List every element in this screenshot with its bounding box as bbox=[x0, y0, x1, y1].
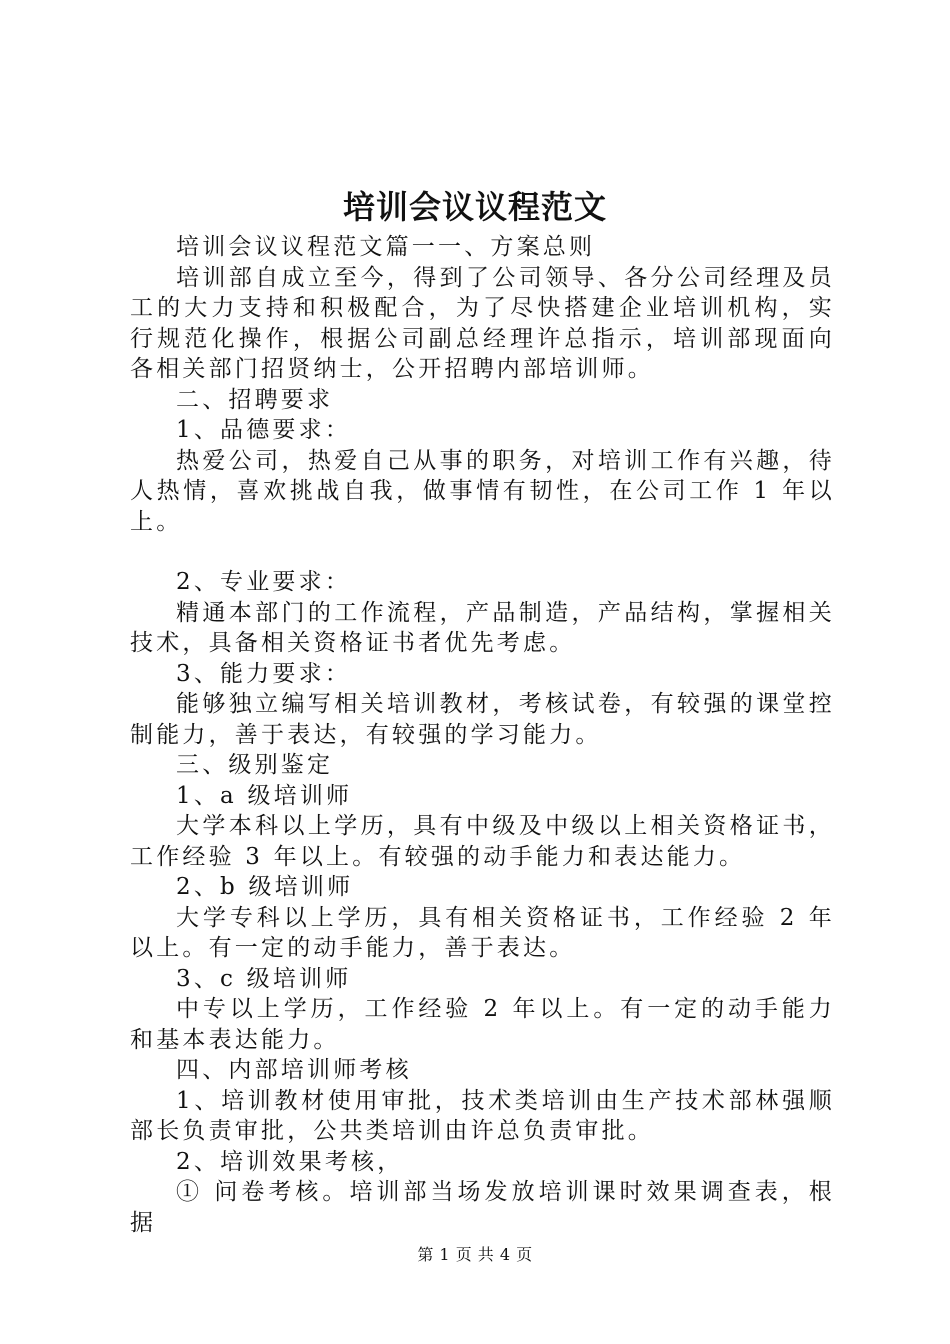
paragraph-level-a-text: 大学本科以上学历，具有中级及中级以上相关资格证书，工作经验 3 年以上。有较强的动手能力和表达能力。 bbox=[130, 813, 835, 870]
page-number-footer: 第 1 页 共 4 页 bbox=[417, 1245, 533, 1264]
paragraph-heading-assessment: 四、内部培训师考核 bbox=[176, 1057, 412, 1083]
document-title: 培训会议议程范文 bbox=[342, 188, 607, 226]
paragraph-ability-heading: 3、能力要求： bbox=[176, 660, 352, 687]
paragraph-ability-text: 能够独立编写相关培训教材，考核试卷，有较强的课堂控制能力，善于表达，有较强的学习能力。 bbox=[130, 691, 835, 748]
paragraph-skill-heading: 2、专业要求： bbox=[176, 569, 352, 595]
paragraph-level-a-heading: 1、a 级培训师 bbox=[176, 782, 353, 809]
paragraph-ethics-text: 热爱公司，热爱自己从事的职务，对培训工作有兴趣，待人热情，喜欢挑战自我，做事情有韧性，在公司工作 1 年以上。 bbox=[130, 447, 835, 535]
paragraph-level-b-text: 大学专科以上学历，具有相关资格证书，工作经验 2 年以上。有一定的动手能力，善于表达。 bbox=[130, 904, 835, 961]
paragraph-overview: 培训部自成立至今，得到了公司领导、各分公司经理及员工的大力支持和积极配合，为了尽快搭建企业培训机构，实行规范化操作，根据公司副总经理许总指示，培训部现面向各相关部门招贤纳士，公开招聘内部培训师。 bbox=[130, 264, 835, 382]
paragraph-level-c-heading: 3、c 级培训师 bbox=[176, 965, 352, 992]
paragraph-level-c-text: 中专以上学历，工作经验 2 年以上。有一定的动手能力和基本表达能力。 bbox=[130, 996, 835, 1053]
paragraph-level-b-heading: 2、b 级培训师 bbox=[176, 874, 354, 900]
paragraph-ethics-heading: 1、品德要求： bbox=[176, 417, 352, 443]
paragraph-heading-levels: 三、级别鉴定 bbox=[176, 752, 334, 778]
paragraph-section-intro: 培训会议议程范文篇一一、方案总则 bbox=[176, 234, 596, 260]
document-body bbox=[130, 232, 835, 1238]
paragraph-heading-requirements: 二、招聘要求 bbox=[176, 386, 334, 413]
paragraph-assessment-survey: ① 问卷考核。培训部当场发放培训课时效果调查表，根据 bbox=[130, 1179, 835, 1236]
paragraph-skill-text: 精通本部门的工作流程，产品制造，产品结构，掌握相关技术，具备相关资格证书者优先考虑。 bbox=[130, 599, 835, 656]
paragraph-assessment-effect: 2、培训效果考核， bbox=[176, 1148, 404, 1175]
paragraph-assessment-approval: 1、培训教材使用审批，技术类培训由生产技术部林强顺部长负责审批，公共类培训由许总负责审批。 bbox=[130, 1087, 835, 1144]
